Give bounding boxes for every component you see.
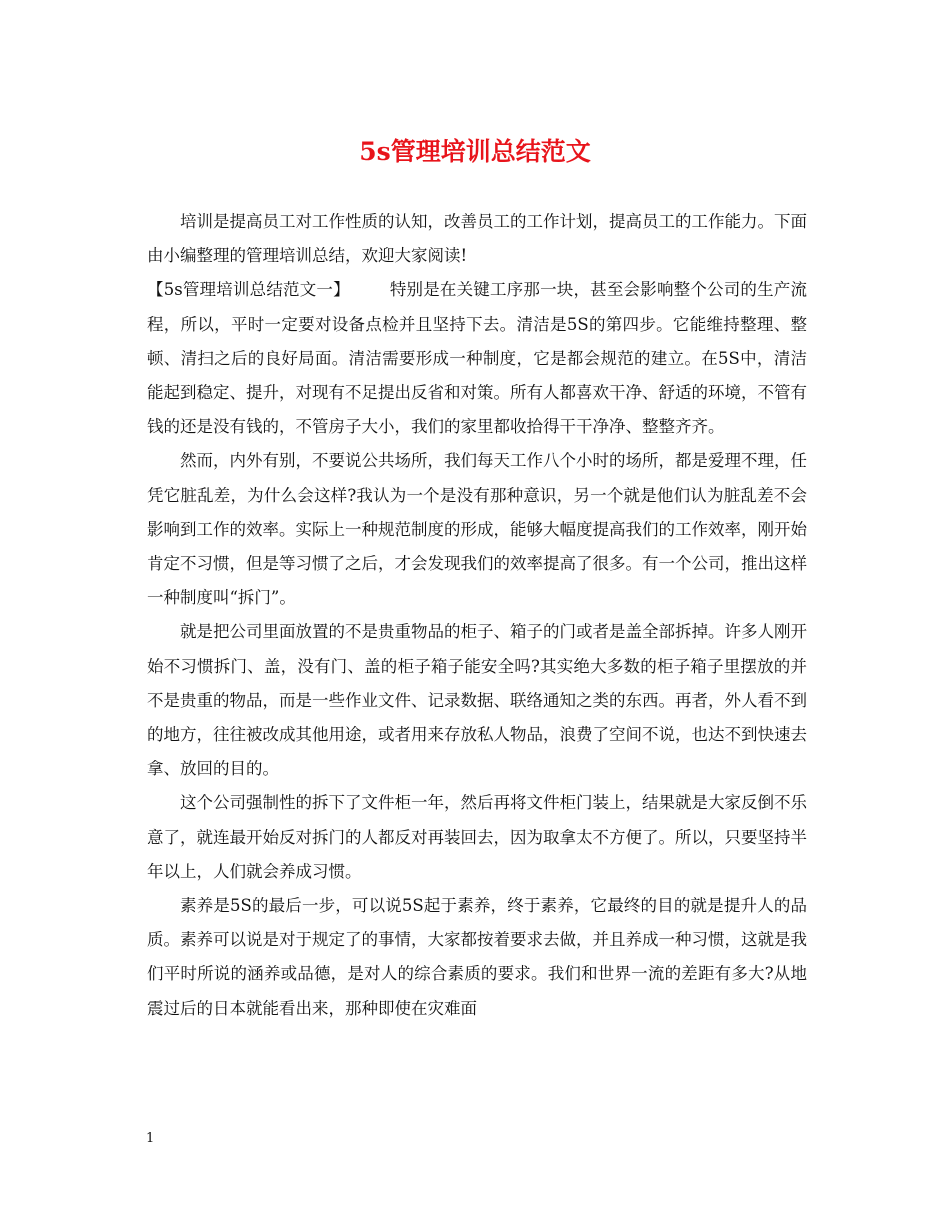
section-paragraph — [147, 273, 807, 444]
document-body — [147, 205, 807, 1026]
page-number: 1 — [146, 1131, 155, 1146]
intro-paragraph: 培训是提高员工对工作性质的认知，改善员工的工作计划，提高员工的工作能力。下面由小编整理的管理培训总结，欢迎大家阅读! — [147, 212, 807, 266]
body-paragraph: 素养是5S的最后一步，可以说5S起于素养，终于素养，它最终的目的就是提升人的品质。素养可以说是对于规定了的事情，大家都按着要求去做，并且养成一种习惯，这就是我们平时所说的涵养或品德，是对人的综合素质的要求。我们和世界一流的差距有多大?从地震过后的日本就能看出来，那种即使在灾难面 — [147, 896, 807, 1018]
section-heading: 【5s管理培训总结范文一】 — [147, 280, 350, 300]
section-first-paragraph: 特别是在关键工序那一块，甚至会影响整个公司的生产流程，所以，平时一定要对设备点检并且坚持下去。清洁是5S的第四步。它能维持整理、整顿、清扫之后的良好局面。清洁需要形成一种制度，它是都会规范的建立。在5S中，清洁能起到稳定、提升，对现有不足提出反省和对策。所有人都喜欢干净、舒适的环境，不管有钱的还是没有钱的，不管房子大小，我们的家里都收拾得干干净净、整整齐齐。 — [147, 280, 807, 437]
document-title: 5s管理培训总结范文 — [359, 137, 591, 166]
body-paragraph: 然而，内外有别，不要说公共场所，我们每天工作八个小时的场所，都是爱理不理，任凭它脏乱差，为什么会这样?我认为一个是没有那种意识，另一个就是他们认为脏乱差不会影响到工作的效率。实际上一种规范制度的形成，能够大幅度提高我们的工作效率，刚开始肯定不习惯，但是等习惯了之后，才会发现我们的效率提高了很多。有一个公司，推出这样一种制度叫“拆门”。 — [147, 451, 807, 608]
body-paragraph: 就是把公司里面放置的不是贵重物品的柜子、箱子的门或者是盖全部拆掉。许多人刚开始不习惯拆门、盖，没有门、盖的柜子箱子能安全吗?其实绝大多数的柜子箱子里摆放的并不是贵重的物品，而是一些作业文件、记录数据、联络通知之类的东西。再者，外人看不到的地方，往往被改成其他用途，或者用来存放私人物品，浪费了空间不说，也达不到快速去拿、放回的目的。 — [147, 622, 807, 779]
body-paragraph: 这个公司强制性的拆下了文件柜一年，然后再将文件柜门装上，结果就是大家反倒不乐意了，就连最开始反对拆门的人都反对再装回去，因为取拿太不方便了。所以，只要坚持半年以上，人们就会养成习惯。 — [147, 793, 807, 881]
